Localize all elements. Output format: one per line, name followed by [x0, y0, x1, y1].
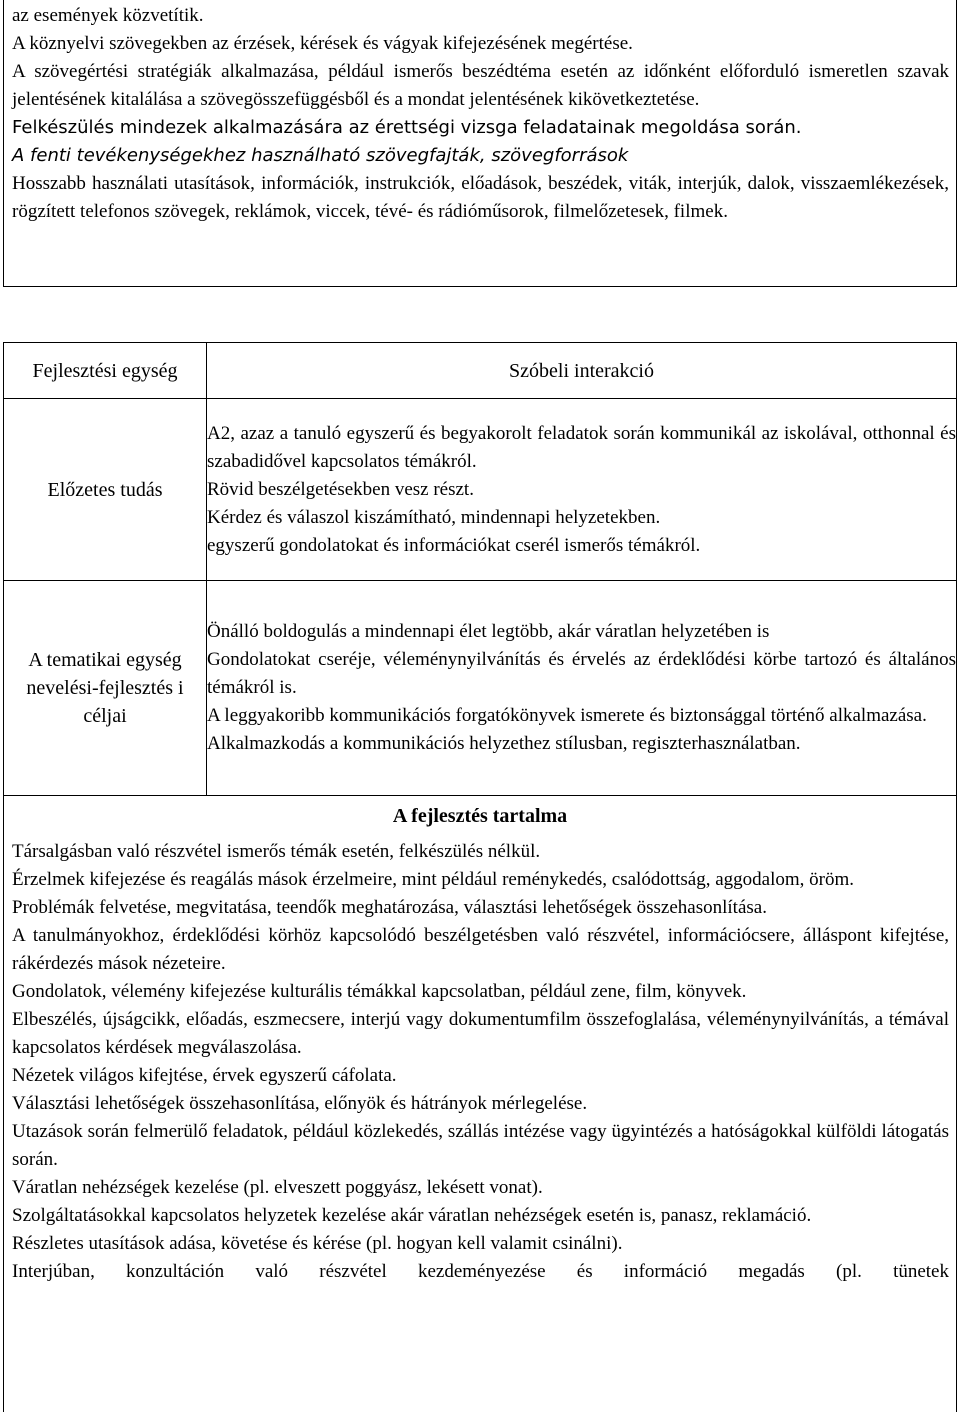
header-right: Szóbeli interakció — [207, 343, 957, 399]
goals-cell — [207, 581, 957, 796]
prior-knowledge-line: Rövid beszélgetésekben vesz részt. — [207, 478, 474, 500]
content-item: Interjúban, konzultáción való részvétel kezdeményezése és információ megadás (pl. tünetek — [12, 1261, 949, 1282]
goals-line: Önálló boldogulás a mindennapi élet legtöbb, akár váratlan helyzetében is — [207, 621, 770, 642]
header-left: Fejlesztési egység — [4, 343, 207, 399]
goals-label: A tematikai egység nevelési-fejlesztés i céljai — [4, 581, 207, 796]
content-item: Utazások során felmerülő feladatok, például közlekedés, szállás intézése vagy ügyintézés a hatóságokkal külföldi látogatás során. — [12, 1121, 949, 1170]
content-item: Problémák felvetése, megvitatása, teendők meghatározása, választási lehetőségek összehasonlítása. — [12, 897, 767, 918]
top-text-block — [3, 0, 957, 287]
prior-knowledge-line: egyszerű gondolatokat és információkat cserél ismerős témákról. — [207, 534, 701, 556]
paragraph-line: Felkészülés mindezek alkalmazására az érettségi vizsga feladatainak megoldása során. — [12, 117, 802, 138]
content-item: Érzelmek kifejezése és reagálás mások érzelmeire, mint például reménykedés, csalódottság, aggodalom, öröm. — [12, 869, 855, 890]
goals-line: Gondolatokat cseréje, véleménynyilvánítás és érvelés az érdeklődési körbe tartozó és általános témákról is. — [207, 649, 956, 698]
content-item: A tanulmányokhoz, érdeklődési körhöz kapcsolódó beszélgetésben való részvétel, információcsere, álláspont kifejtése, rákérdezés mások nézeteire. — [12, 925, 949, 974]
unit-table — [4, 343, 956, 796]
content-item: Gondolatok, vélemény kifejezése kulturális témákkal kapcsolatban, például zene, film, könyvek. — [12, 981, 747, 1002]
sources-heading: A fenti tevékenységekhez használható szövegfajták, szövegforrások — [12, 145, 629, 166]
sources-text: Hosszabb használati utasítások, információk, instrukciók, előadások, beszédek, viták, interjúk, dalok, visszaemlékezések, rögzített telefonos szövegek, reklámok, viccek, tévé- és rádióműsorok, filmelőzetesek, filmek. — [12, 173, 949, 222]
content-item: Részletes utasítások adása, követése és kérése (pl. hogyan kell valamit csinálni). — [12, 1233, 623, 1254]
development-content-list — [4, 832, 956, 1286]
goals-line: A leggyakoribb kommunikációs forgatókönyvek ismerete és biztonsággal történő alkalmazása. — [207, 705, 927, 726]
paragraph-line: A köznyelvi szövegekben az érzések, kérések és vágyak kifejezésének megértése. — [12, 33, 633, 54]
content-item: Választási lehetőségek összehasonlítása, előnyök és hátrányok mérlegelése. — [12, 1093, 588, 1114]
prior-knowledge-label: Előzetes tudás — [4, 399, 207, 581]
paragraph-line: az események közvetítik. — [12, 5, 204, 26]
development-content-title: A fejlesztés tartalma — [392, 805, 568, 827]
goals-line: Alkalmazkodás a kommunikációs helyzethez stílusban, regiszterhasználatban. — [207, 733, 801, 754]
paragraph-line: A szövegértési stratégiák alkalmazása, például ismerős beszédtéma esetén az időnként előforduló ismeretlen szavak jelentésének kitalálása a szövegösszefüggésből és a mondat jelentésének kikövetkeztetése. — [12, 61, 949, 110]
content-item: Elbeszélés, újságcikk, előadás, eszmecsere, interjú vagy dokumentumfilm összefoglalása, véleménynyilvánítás, a témával kapcsolatos kérdések megválaszolása. — [12, 1009, 949, 1058]
prior-knowledge-cell — [207, 399, 957, 581]
development-unit-table — [3, 342, 957, 1412]
prior-knowledge-line: A2, azaz a tanuló egyszerű és begyakorolt feladatok során kommunikál az iskolával, otthonnal és szabadidővel kapcsolatos témákról. — [207, 422, 956, 472]
content-item: Társalgásban való részvétel ismerős témák esetén, felkészülés nélkül. — [12, 841, 541, 862]
prior-knowledge-line: Kérdez és válaszol kiszámítható, mindennapi helyzetekben. — [207, 506, 661, 528]
content-item: Nézetek világos kifejtése, érvek egyszerű cáfolata. — [12, 1065, 397, 1086]
content-item: Váratlan nehézségek kezelése (pl. elveszett poggyász, lekésett vonat). — [12, 1177, 543, 1198]
content-item: Szolgáltatásokkal kapcsolatos helyzetek kezelése akár váratlan nehézségek esetén is, panasz, reklamáció. — [12, 1205, 812, 1226]
